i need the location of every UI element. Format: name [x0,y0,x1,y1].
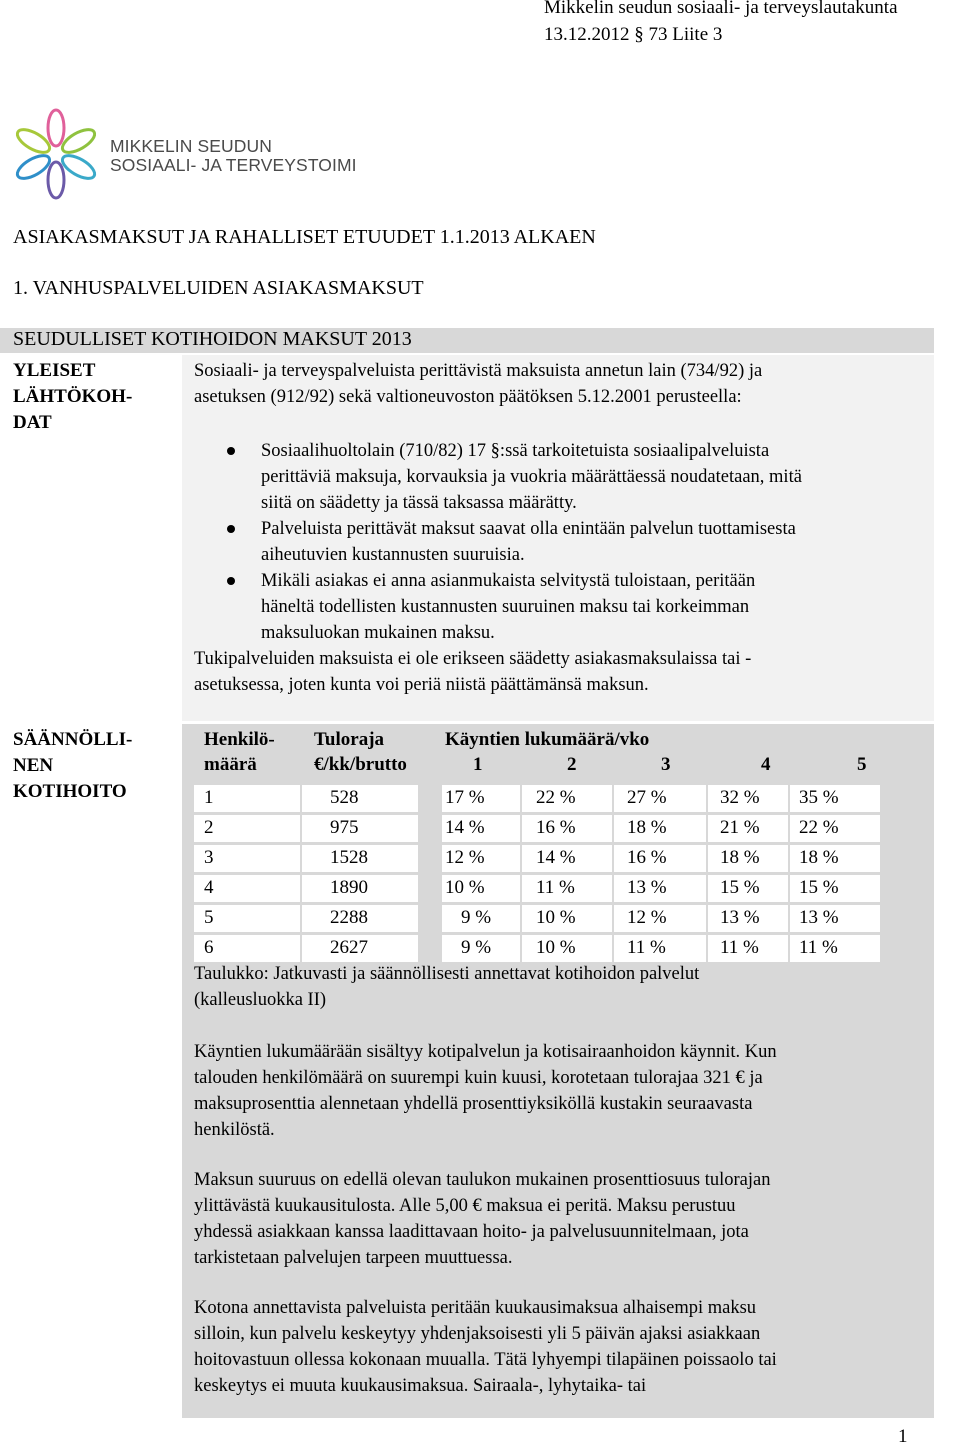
regular-label-1: SÄÄNNÖLLI- [13,729,133,750]
table-cell-persons: 3 [204,847,214,868]
paragraph-visits-line-2: talouden henkilömäärä on suurempi kuin kuusi, korotetaan tulorajaa 321 € ja [194,1068,763,1088]
table-cell-percent: 13 % [627,877,667,898]
paragraph-fee-size [194,1167,770,1271]
table-cell-percent: 11 % [720,937,759,958]
paragraph-visits-line-3: maksuprosenttia alennetaan yhdellä prosenttiyksiköllä kustakin seuraavasta [194,1094,753,1114]
band-title: SEUDULLISET KOTIHOIDON MAKSUT 2013 [13,328,412,350]
table-cell-percent: 32 % [720,787,760,808]
table-cell-income: 975 [330,817,359,838]
general-label-3: DAT [13,412,52,433]
table-cell-percent: 15 % [799,877,839,898]
general-label-cell [0,355,179,721]
paragraph-interruption [194,1295,777,1399]
bullet-2-line-1: Palveluista perittävät maksut saavat olla enintään palvelun tuottamisesta [261,519,796,539]
general-outro-line-2: asetuksessa, joten kunta voi periä niistä päättämänsä maksun. [194,675,649,695]
table-cell-persons: 2 [204,817,214,838]
table-cell-percent: 13 % [799,907,839,928]
bullet-item-3 [261,568,755,646]
header-income-2: €/kk/brutto [314,754,407,775]
table-cell-percent: 10 % [536,907,576,928]
header-col-3: 3 [661,754,671,775]
table-cell-percent: 14 % [536,847,576,868]
table-cell-percent: 35 % [799,787,839,808]
table-cell-percent: 11 % [536,877,575,898]
table-cell-persons: 4 [204,877,214,898]
bullet-dot [227,447,235,455]
paragraph-fee-line-3: yhdessä asiakkaan kanssa laadittavaan hoito- ja palvelusuunnitelmaan, jota [194,1222,749,1242]
regular-label-2: NEN [13,755,54,776]
logo-text-line-1: MIKKELIN SEUDUN [110,136,272,156]
bullet-2-line-2: aiheutuvien kustannusten suuruisia. [261,545,525,565]
table-cell-percent: 27 % [627,787,667,808]
header-col-1: 1 [473,754,483,775]
table-caption-line-2: (kalleusluokka II) [194,990,327,1010]
table-cell-percent: 18 % [799,847,839,868]
header-col-4: 4 [761,754,771,775]
paragraph-fee-line-4: tarkistetaan palvelujen tarpeen muuttuessa. [194,1248,513,1268]
header-income-1: Tuloraja [314,729,385,750]
table-cell-percent: 22 % [799,817,839,838]
table-cell-percent: 10 % [445,877,485,898]
table-cell-percent: 12 % [445,847,485,868]
table-cell-persons: 5 [204,907,214,928]
table-cell-percent: 17 % [445,787,485,808]
flower-logo-icon [10,108,105,200]
table-cell-percent: 9 % [461,937,492,958]
table-cell-percent: 15 % [720,877,760,898]
table-cell-percent: 14 % [445,817,485,838]
table-cell-percent: 11 % [799,937,838,958]
general-label-2: LÄHTÖKOH- [13,386,133,407]
paragraph-interruption-line-4: keskeytys ei muuta kuukausimaksua. Sairaala-, lyhytaika- tai [194,1376,647,1396]
main-title: ASIAKASMAKSUT JA RAHALLISET ETUUDET 1.1.2013 ALKAEN [13,226,596,248]
bullet-1-line-1: Sosiaalihuoltolain (710/82) 17 §:ssä tarkoitetuista sosiaalipalveluista [261,441,770,461]
table-cell-percent: 16 % [536,817,576,838]
bullet-item-1 [261,438,802,516]
header-col-5: 5 [857,754,867,775]
bullet-3-line-1: Mikäli asiakas ei anna asianmukaista selvitystä tuloistaan, peritään [261,571,756,591]
header-visits: Käyntien lukumäärä/vko [445,729,650,750]
header-line-2: 13.12.2012 § 73 Liite 3 [544,24,723,45]
bullet-item-2 [261,516,796,568]
paragraph-fee-line-2: ylittävästä kuukausitulosta. Alle 5,00 € maksua ei peritä. Maksu perustuu [194,1196,736,1216]
paragraph-visits-line-4: henkilöstä. [194,1120,275,1140]
table-cell-income: 1528 [330,847,368,868]
bullet-1-line-3: siitä on säädetty ja tässä taksassa määrätty. [261,493,577,513]
table-cell-income: 2627 [330,937,368,958]
general-label-1: YLEISET [13,360,96,381]
fee-table [194,727,884,967]
table-cell-percent: 22 % [536,787,576,808]
paragraph-visits [194,1039,777,1143]
table-cell-income: 2288 [330,907,368,928]
table-cell-percent: 11 % [627,937,666,958]
general-intro-line-2: asetuksen (912/92) sekä valtioneuvoston päätöksen 5.12.2001 perusteella: [194,387,742,407]
bullet-dot [227,525,235,533]
logo-text-line-2: SOSIAALI- JA TERVEYSTOIMI [110,155,357,175]
header-persons-2: määrä [204,754,257,775]
table-cell-persons: 6 [204,937,214,958]
section-title: 1. VANHUSPALVELUIDEN ASIAKASMAKSUT [13,277,424,299]
table-cell-percent: 21 % [720,817,760,838]
table-cell-percent: 9 % [461,907,492,928]
page-number: 1 [898,1426,908,1447]
regular-label-cell [0,724,179,1418]
table-cell-percent: 18 % [720,847,760,868]
table-cell-percent: 12 % [627,907,667,928]
table-cell-percent: 16 % [627,847,667,868]
table-caption-line-1: Taulukko: Jatkuvasti ja säännöllisesti annettavat kotihoidon palvelut [194,964,700,984]
general-outro-line-1: Tukipalveluiden maksuista ei ole erikseen säädetty asiakasmaksulaissa tai - [194,649,752,669]
paragraph-interruption-line-3: hoitovastuun ollessa kokonaan muualla. Tätä lyhyempi tilapäinen poissaolo tai [194,1350,777,1370]
table-cell-percent: 10 % [536,937,576,958]
bullet-dot [227,577,235,585]
bullet-3-line-3: maksuluokan mukainen maksu. [261,623,495,643]
bullet-3-line-2: häneltä todellisten kustannusten suuruinen maksu tai korkeimman [261,597,750,617]
general-intro-line-1: Sosiaali- ja terveyspalveluista perittävistä maksuista annetun lain (734/92) ja [194,361,763,381]
table-cell-income: 1890 [330,877,368,898]
paragraph-fee-line-1: Maksun suuruus on edellä olevan taulukon mukainen prosenttiosuus tulorajan [194,1170,771,1190]
table-cell-percent: 18 % [627,817,667,838]
header-line-1: Mikkelin seudun sosiaali- ja terveyslautakunta [544,0,898,18]
header-col-2: 2 [567,754,577,775]
paragraph-visits-line-1: Käyntien lukumäärään sisältyy kotipalvelun ja kotisairaanhoidon käynnit. Kun [194,1042,777,1062]
bullet-1-line-2: perittäviä maksuja, korvauksia ja vuokria määrättäessä noudatetaan, mitä [261,467,802,487]
header-persons-1: Henkilö- [204,729,275,750]
table-cell-percent: 13 % [720,907,760,928]
table-cell-persons: 1 [204,787,214,808]
paragraph-interruption-line-2: silloin, kun palvelu keskeytyy yhdenjaksoisesti yli 5 päivän ajaksi asiakkaan [194,1324,761,1344]
paragraph-interruption-line-1: Kotona annettavista palveluista peritään kuukausimaksua alhaisempi maksu [194,1298,757,1318]
organization-logo [10,108,357,200]
table-cell-income: 528 [330,787,359,808]
regular-label-3: KOTIHOITO [13,781,127,802]
